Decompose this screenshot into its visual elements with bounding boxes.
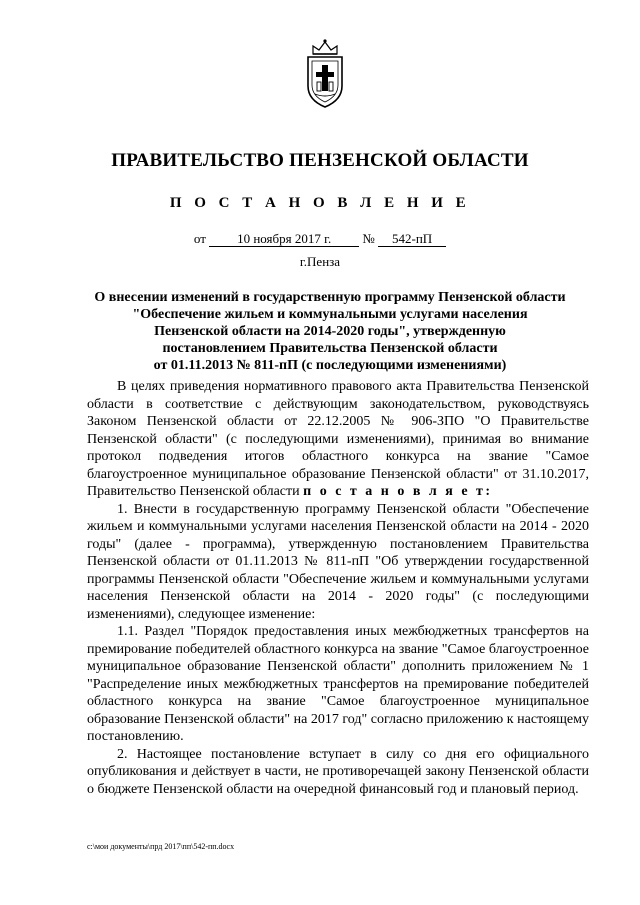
file-path-footer: c:\мои документы\прд 2017\пп\542-пп.docx	[87, 842, 235, 851]
document-number: 542-пП	[378, 231, 446, 247]
date-number-line	[0, 231, 640, 247]
preamble-paragraph	[87, 378, 589, 501]
document-subject	[70, 289, 590, 374]
city-name: г.Пенза	[299, 254, 341, 269]
coat-of-arms-emblem-icon	[299, 38, 351, 110]
government-title: ПРАВИТЕЛЬСТВО ПЕНЗЕНСКОЙ ОБЛАСТИ	[111, 150, 529, 171]
date-prefix: от	[193, 231, 206, 246]
subject-line: постановлением Правительства Пензенской области	[162, 341, 498, 356]
document-type-heading: П О С Т А Н О В Л Е Н И Е	[169, 195, 471, 211]
item-1-1-paragraph: 1.1. Раздел "Порядок предоставления иных межбюджетных трансфертов на премирование победителей областного конкурса на звание "Самое благоустроенное муниципальное образование Пензенской области" дополнить приложением № 1 "Распределение иных межбюджетных трансфертов на премирование победителей областного конкурса на звание "Самое благоустроенное муниципальное образование Пензенской области" на 2017 год" согласно приложению к настоящему постановлению.	[87, 624, 589, 744]
number-prefix: №	[362, 231, 375, 246]
subject-line: О внесении изменений в государственную программу Пензенской области	[94, 290, 566, 305]
document-body	[87, 378, 589, 798]
subject-line: Пензенской области на 2014-2020 годы", утвержденную	[154, 324, 506, 339]
item-1-paragraph: 1. Внести в государственную программу Пензенской области "Обеспечение жильем и коммунальными услугами населения Пензенской области на 2014 - 2020 годы" (далее - программа), утвержденную постановлением Правительства Пензенской области от 01.11.2013 № 811-пП "Об утверждении государственной программы Пензенской области "Обеспечение жильем и коммунальными услугами населения Пензенской области на 2014 - 2020 годы" (с последующими изменениями), следующее изменение:	[87, 501, 589, 622]
document-date: 10 ноября 2017 г.	[209, 231, 359, 247]
item-2-paragraph: 2. Настоящее постановление вступает в силу со дня его официального опубликования и действует в части, не противоречащей закону Пензенской области о бюджете Пензенской области на очередной финансовый год и плановый период.	[87, 746, 589, 797]
preamble-text: В целях приведения нормативного правового акта Правительства Пензенской области в соответствие с действующим законодательством, руководствуясь Законом Пензенской области от 22.12.2005 № 906-ЗПО "О Правительстве Пензенской области" (с последующими изменениями), принимая во внимание протокол подведения итогов областного конкурса на звание "Самое благоустроенное муниципальное образование Пензенской области" от 31.10.2017, Правительство Пензенской области	[87, 379, 589, 499]
subject-line: "Обеспечение жильем и коммунальными услугами населения	[132, 307, 528, 322]
resolves-word: п о с т а н о в л я е т:	[303, 484, 493, 499]
subject-line: от 01.11.2013 № 811-пП (с последующими изменениями)	[153, 358, 507, 373]
